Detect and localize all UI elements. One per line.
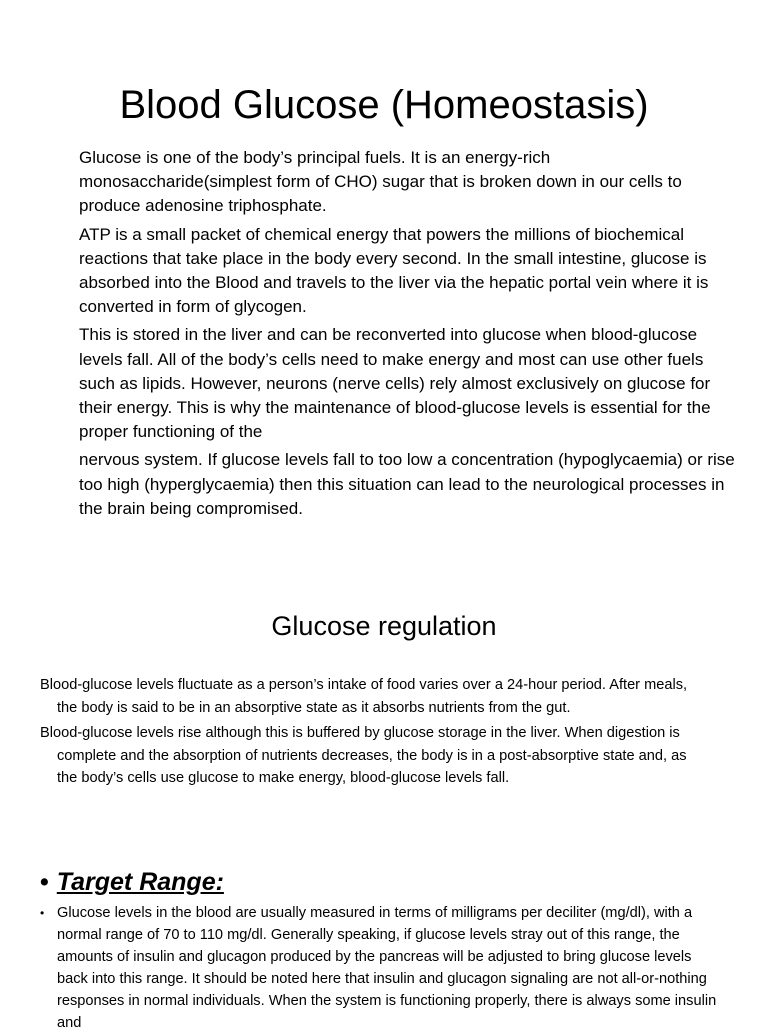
slide-body [79, 146, 739, 525]
paragraph: nervous system. If glucose levels fall to too low a concentration (hypoglycaemia) or rise too high (hyperglycaemia) then this situation can lead to the neurological processes in the brain being compromised. [79, 450, 735, 518]
paragraph: Blood-glucose levels rise although this is buffered by glucose storage in the liver. When digestion is complete and the absorption of nutrients decreases, the body is in a post-absorptive state and, as the body’s cells use glucose to make energy, blood-glucose levels fall. [40, 725, 687, 787]
paragraph: ATP is a small packet of chemical energy that powers the millions of biochemical reactions that take place in the body every second. In the small intestine, glucose is absorbed into the Blood and travels to the liver via the hepatic portal vein where it is converted in form of glycogen. [79, 224, 709, 317]
sub-bullet-list [40, 902, 720, 1034]
bullet-marker: • [40, 868, 49, 896]
paragraph: This is stored in the liver and can be reconverted into glucose when blood-glucose levels fall. All of the body’s cells need to make energy and most can use other fuels such as lipids. However, neurons (nerve cells) rely almost exclusively on glucose for their energy. This is why the maintenance of blood-glucose levels is essential for the proper functioning of the [79, 325, 711, 442]
slide-title: Blood Glucose (Homeostasis) [119, 83, 649, 127]
slide-body [40, 674, 710, 793]
sub-bullet-text: Glucose levels in the blood are usually measured in terms of milligrams per deciliter (mg/dl), with a normal range of 70 to 110 mg/dl. Generally speaking, if glucose levels stray out of this range, the amounts of insulin and glucagon produced by the pancreas will be adjusted to bring glucose levels back into this range. It should be noted here that insulin and glucagon signaling are not all-or-nothing responses in normal individuals. When the system is functioning properly, there is always some insulin and [57, 905, 717, 1031]
paragraph: Glucose is one of the body’s principal fuels. It is an energy-rich monosaccharide(simplest form of CHO) sugar that is broken down in our cells to produce adenosine triphosphate. [79, 148, 682, 216]
bullet-heading-text: Target Range: [56, 868, 224, 896]
bullet-heading [40, 866, 224, 898]
sub-bullet-marker: • [40, 906, 45, 920]
paragraph: Blood-glucose levels fluctuate as a person’s intake of food varies over a 24-hour period. After meals, the body is said to be in an absorptive state as it absorbs nutrients from the gut. [40, 677, 688, 716]
slide-glucose-regulation [0, 580, 768, 1031]
list-item [40, 902, 720, 1034]
slide-title: Glucose regulation [271, 611, 497, 641]
